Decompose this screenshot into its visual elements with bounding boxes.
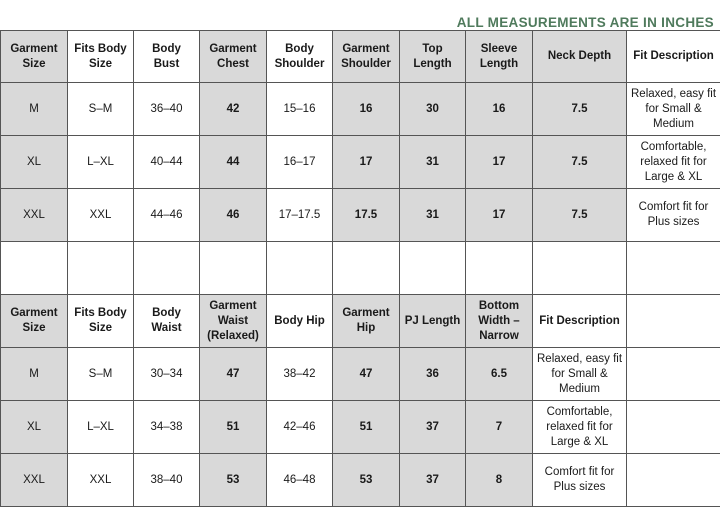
header-cell: PJ Length [400,295,466,348]
bottom-header-row [1,295,720,348]
table-cell: Relaxed, easy fit for Small & Medium [533,348,627,401]
table-cell: 46–48 [267,454,333,507]
table-cell: L–XL [68,136,134,189]
header-cell: Fit Description [533,295,627,348]
table-cell: Comfort fit for Plus sizes [627,189,720,242]
table-cell: L–XL [68,401,134,454]
table-cell: Comfortable, relaxed fit for Large & XL [533,401,627,454]
table-cell: 31 [400,136,466,189]
table-cell: 38–42 [267,348,333,401]
header-cell: Fits Body Size [68,295,134,348]
table-row [1,136,720,189]
table-cell: 42 [200,83,267,136]
table-cell: 16 [333,83,400,136]
empty-cell [200,242,267,295]
table-cell: Comfort fit for Plus sizes [533,454,627,507]
header-cell: Garment Hip [333,295,400,348]
empty-cell [134,242,200,295]
table-cell: 47 [200,348,267,401]
size-chart-table [0,30,720,507]
table-cell: 53 [200,454,267,507]
table-cell: S–M [68,348,134,401]
header-cell: Body Waist [134,295,200,348]
table-cell: 6.5 [466,348,533,401]
table-cell: S–M [68,83,134,136]
header-cell: Body Shoulder [267,31,333,83]
empty-cell [333,242,400,295]
table-cell: 17 [466,189,533,242]
header-cell: Bottom Width – Narrow [466,295,533,348]
table-cell: Comfortable, relaxed fit for Large & XL [627,136,720,189]
table-row [1,189,720,242]
table-cell: 53 [333,454,400,507]
header-cell: Garment Size [1,31,68,83]
table-cell: 36–40 [134,83,200,136]
header-cell: Body Hip [267,295,333,348]
header-cell: Fits Body Size [68,31,134,83]
table-cell: 15–16 [267,83,333,136]
table-cell: 17.5 [333,189,400,242]
header-cell: Garment Chest [200,31,267,83]
table-cell: 30–34 [134,348,200,401]
empty-cell [627,242,720,295]
header-cell: Neck Depth [533,31,627,83]
table-cell: 47 [333,348,400,401]
table-cell: 7.5 [533,136,627,189]
table-cell: XXL [68,454,134,507]
table-cell: 44–46 [134,189,200,242]
table-cell: 36 [400,348,466,401]
table-cell: 16–17 [267,136,333,189]
table-cell: 16 [466,83,533,136]
table-cell: 37 [400,454,466,507]
table-cell [627,348,720,401]
table-cell: 51 [333,401,400,454]
table-row [1,401,720,454]
empty-cell [400,242,466,295]
table-cell: 17 [466,136,533,189]
table-cell: 30 [400,83,466,136]
table-cell: 7.5 [533,189,627,242]
empty-cell [466,242,533,295]
header-cell: Garment Shoulder [333,31,400,83]
measurement-note: ALL MEASUREMENTS ARE IN INCHES [456,15,714,30]
table-cell: 17–17.5 [267,189,333,242]
empty-cell [1,242,68,295]
table-cell: XL [1,401,68,454]
header-cell: Top Length [400,31,466,83]
spacer-row [1,242,720,295]
table-cell: 40–44 [134,136,200,189]
table-cell: M [1,348,68,401]
header-cell: Garment Size [1,295,68,348]
empty-cell [533,242,627,295]
table-cell: 17 [333,136,400,189]
table-cell: M [1,83,68,136]
table-row [1,348,720,401]
header-cell: Fit Description [627,31,720,83]
table-cell: Relaxed, easy fit for Small & Medium [627,83,720,136]
table-cell: 31 [400,189,466,242]
table-cell: 38–40 [134,454,200,507]
table-cell: 8 [466,454,533,507]
table-cell: 7 [466,401,533,454]
header-cell [627,295,720,348]
table-cell: XL [1,136,68,189]
table-row [1,454,720,507]
header-cell: Body Bust [134,31,200,83]
table-cell: XXL [68,189,134,242]
header-cell: Garment Waist (Relaxed) [200,295,267,348]
header-cell: Sleeve Length [466,31,533,83]
table-cell: 42–46 [267,401,333,454]
table-cell: 44 [200,136,267,189]
table-row [1,83,720,136]
table-cell: XXL [1,189,68,242]
empty-cell [267,242,333,295]
table-cell: 46 [200,189,267,242]
table-cell [627,401,720,454]
table-cell: 37 [400,401,466,454]
table-cell: 7.5 [533,83,627,136]
table-cell: 34–38 [134,401,200,454]
empty-cell [68,242,134,295]
table-cell [627,454,720,507]
table-cell: 51 [200,401,267,454]
table-cell: XXL [1,454,68,507]
top-header-row [1,31,720,83]
